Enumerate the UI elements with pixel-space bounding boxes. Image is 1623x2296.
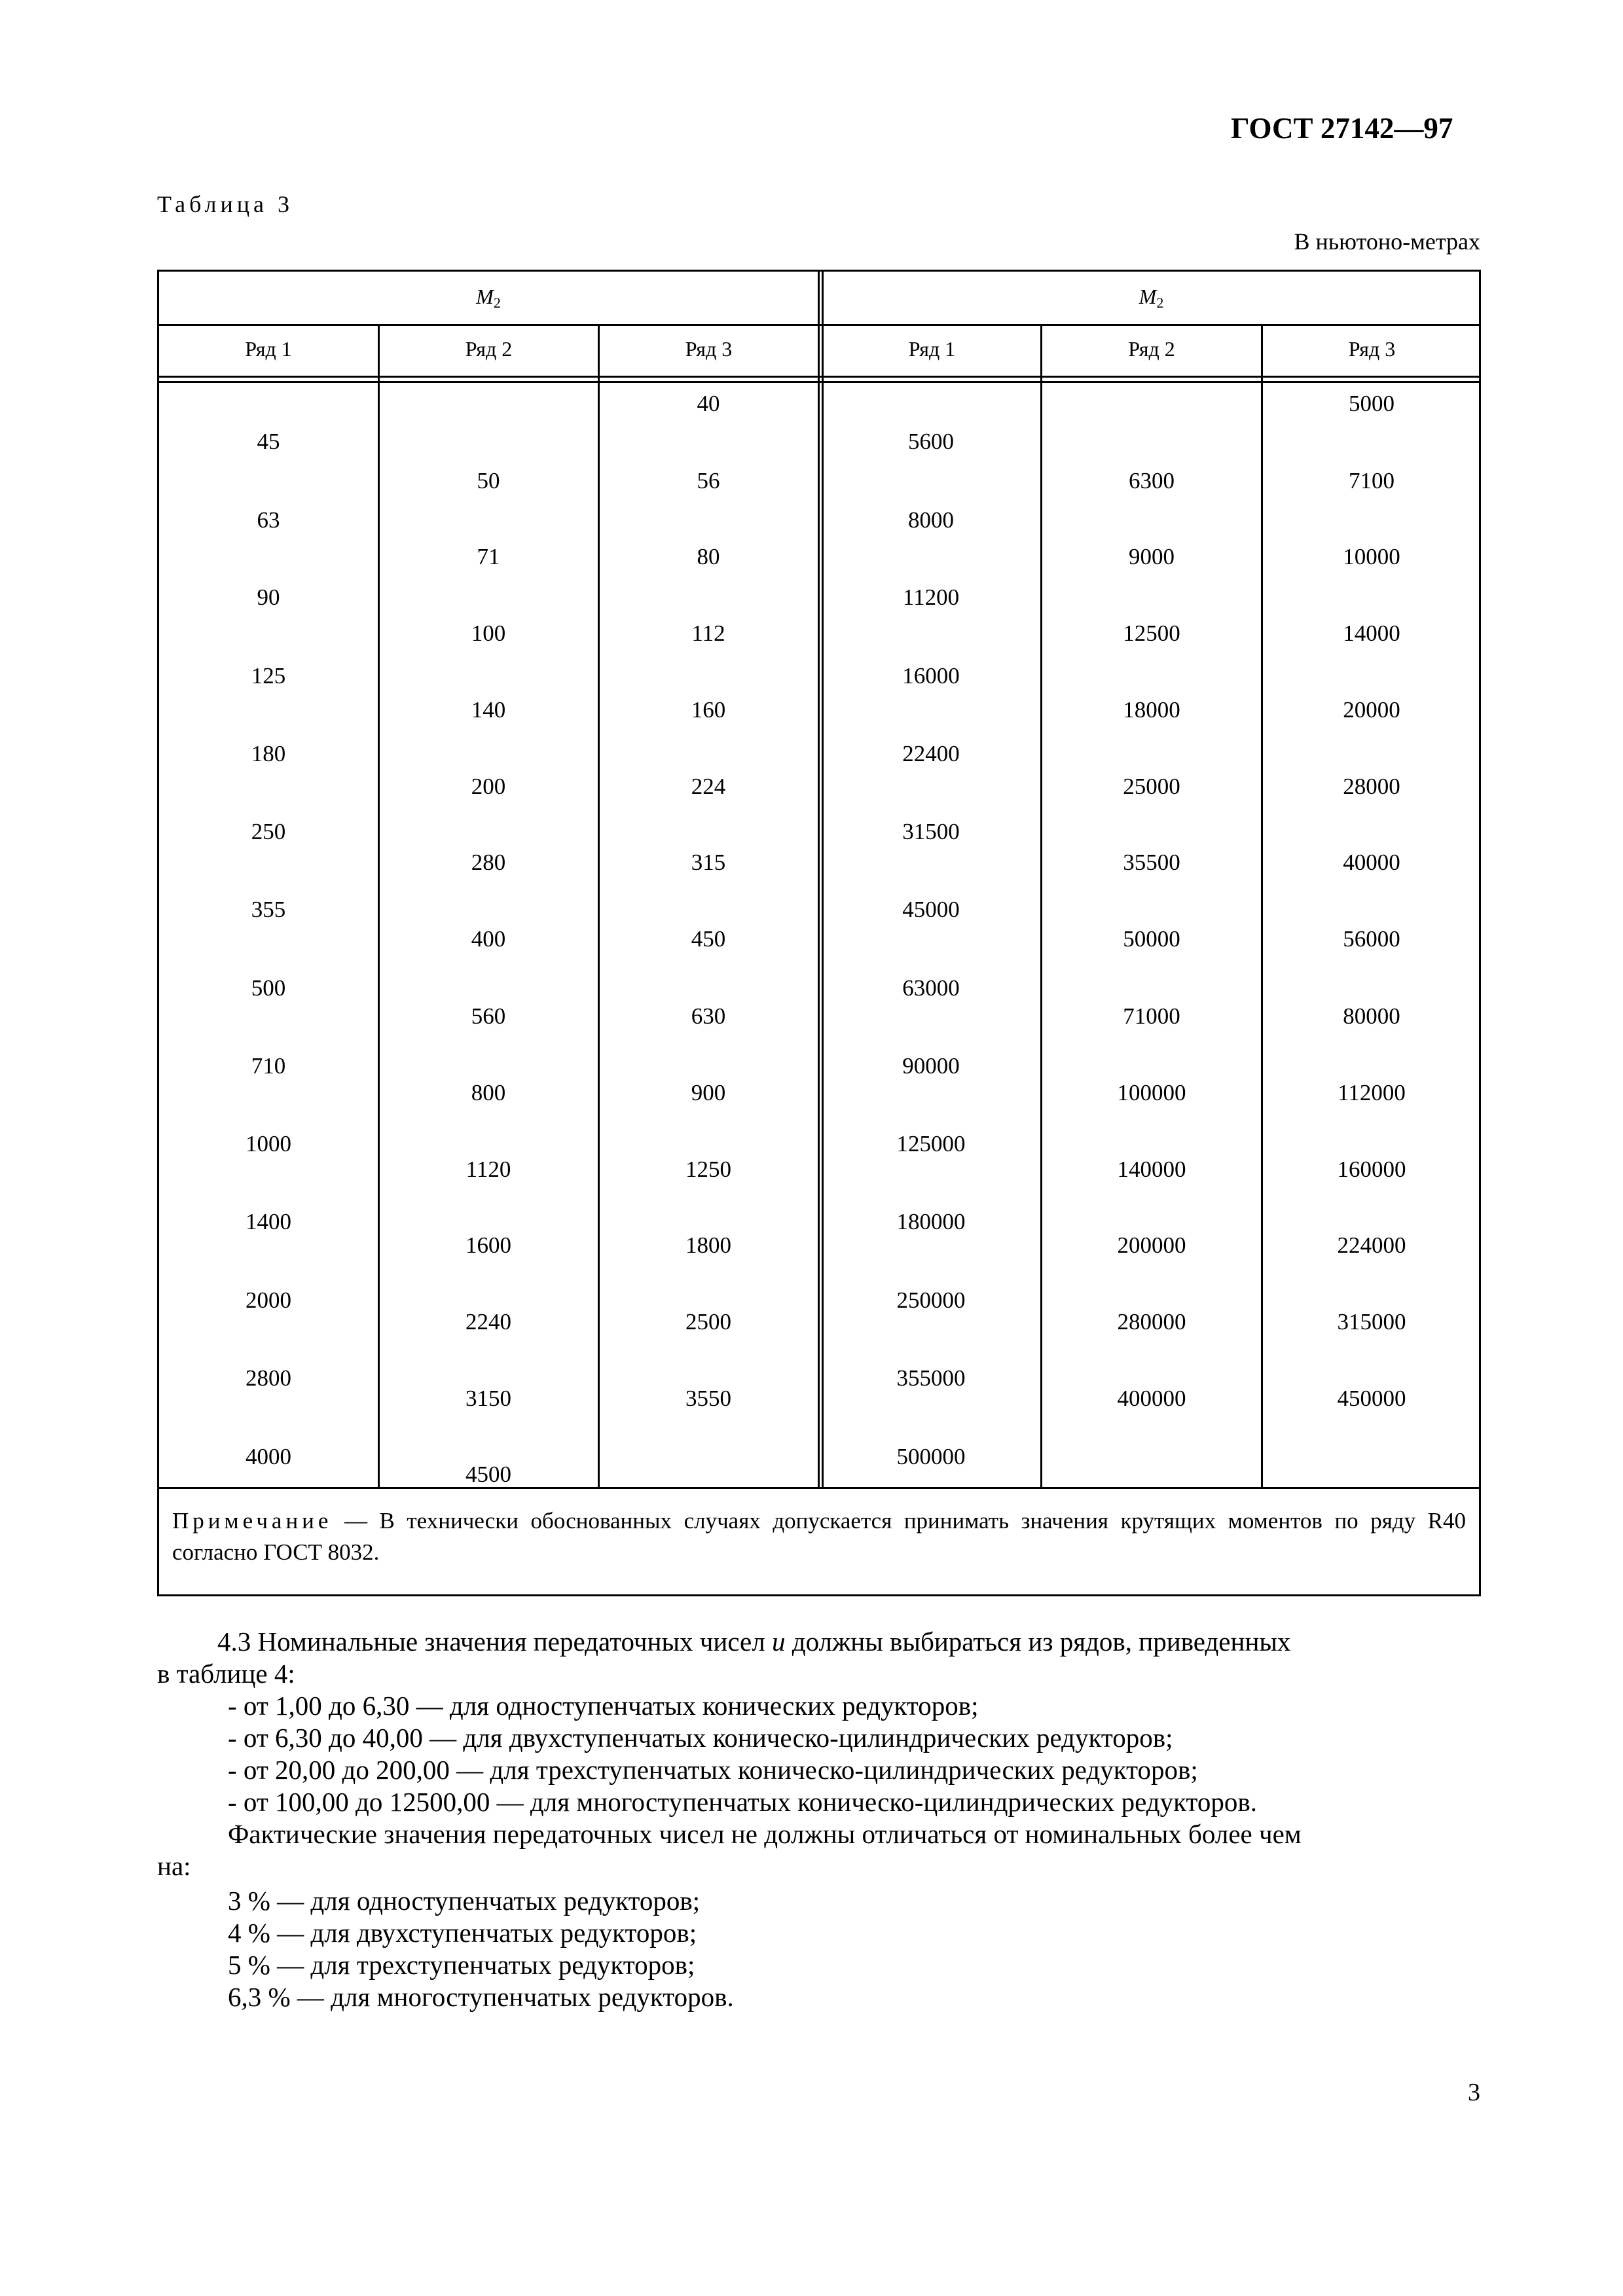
paragraph-actual-values: Фактические значения передаточных чисел не должны отличаться от номинальных более чем [228, 1819, 1302, 1849]
table-cell: 2800 [246, 1365, 291, 1391]
torque-table [157, 270, 1481, 1596]
table-cell: 2240 [465, 1309, 511, 1335]
paragraph-actual-values-continuation: на: [157, 1851, 191, 1881]
table-cell: 355000 [896, 1365, 966, 1391]
table-divider-main [818, 272, 820, 1487]
table-cell: 5000 [1349, 391, 1395, 416]
row-header: Ряд 2 [465, 337, 513, 361]
table-divider [1040, 324, 1042, 1487]
table-cell: 630 [691, 1003, 726, 1029]
tolerance-item: 5 % — для трехступенчатых редукторов; [228, 1950, 695, 1980]
table-cell: 11200 [902, 584, 960, 610]
ratio-variable: u [771, 1626, 786, 1657]
table-cell: 40 [697, 391, 720, 416]
table-cell: 9000 [1129, 544, 1175, 569]
table-cell: 250 [251, 819, 286, 844]
table-rule [159, 1487, 1479, 1489]
table-cell: 50 [477, 468, 500, 493]
table-cell: 125 [251, 663, 286, 689]
table-cell: 125000 [896, 1131, 966, 1157]
table-cell: 315000 [1337, 1309, 1406, 1335]
table-cell: 25000 [1123, 774, 1180, 799]
table-cell: 3150 [465, 1386, 511, 1411]
table-cell: 63 [257, 507, 280, 533]
table-cell: 45 [257, 429, 280, 454]
table-cell: 10000 [1343, 544, 1400, 569]
table-cell: 50000 [1123, 926, 1180, 952]
table-note [172, 1505, 1466, 1568]
table-cell: 56000 [1343, 926, 1400, 952]
table-cell: 315 [691, 850, 726, 875]
table-cell: 35500 [1123, 850, 1180, 875]
table-cell: 140 [471, 697, 506, 723]
row-header: Ряд 1 [245, 337, 292, 361]
table-cell: 560 [471, 1003, 506, 1029]
table-cell: 1800 [685, 1232, 731, 1258]
table-cell: 900 [691, 1080, 726, 1105]
table-cell: 7100 [1349, 468, 1395, 493]
table-cell: 400 [471, 926, 506, 952]
table-cell: 400000 [1117, 1386, 1186, 1411]
table-cell: 250000 [896, 1287, 966, 1313]
tolerance-item: 4 % — для двухступенчатых редукторов; [228, 1918, 697, 1948]
table-cell: 2000 [246, 1287, 291, 1313]
table-cell: 18000 [1123, 697, 1180, 723]
table-cell: 71000 [1123, 1003, 1180, 1029]
table-cell: 40000 [1343, 850, 1400, 875]
table-cell: 100 [471, 620, 506, 646]
table-cell: 4500 [465, 1462, 511, 1487]
group-header-left [159, 285, 818, 312]
paragraph-4-3-continuation: в таблице 4: [157, 1659, 295, 1689]
table-units: В ньютоно-метрах [1294, 228, 1480, 255]
row-header: Ряд 3 [685, 337, 733, 361]
group-subscript: 2 [493, 295, 501, 311]
table-cell: 500 [251, 975, 286, 1001]
paragraph-4-3-start: 4.3 Номинальные значения передаточных чисел [217, 1626, 772, 1657]
table-cell: 200 [471, 774, 506, 799]
table-cell: 16000 [902, 663, 960, 689]
table-cell: 80 [697, 544, 720, 569]
table-cell: 112000 [1338, 1080, 1406, 1105]
table-cell: 22400 [902, 741, 960, 766]
tolerance-item: 6,3 % — для многоступенчатых редукторов. [228, 1982, 734, 2012]
group-symbol: M [1139, 285, 1157, 308]
range-item: - от 100,00 до 12500,00 — для многоступенчатых коническо-цилиндрических редукторов. [228, 1787, 1257, 1817]
table-cell: 90000 [902, 1053, 960, 1079]
paragraph-4-3-end: должны выбираться из рядов, приведенных [785, 1626, 1291, 1657]
table-cell: 280000 [1117, 1309, 1186, 1335]
table-caption: Таблица 3 [157, 191, 293, 217]
table-cell: 3550 [685, 1386, 731, 1411]
table-cell: 1600 [465, 1232, 511, 1258]
table-cell: 1250 [685, 1157, 731, 1182]
tolerance-item: 3 % — для одноступенчатых редукторов; [228, 1886, 701, 1916]
table-cell: 100000 [1117, 1080, 1186, 1105]
table-cell: 224 [691, 774, 726, 799]
group-symbol: M [476, 285, 494, 308]
range-item: - от 6,30 до 40,00 — для двухступенчатых коническо-цилиндрических редукторов; [228, 1723, 1173, 1753]
table-cell: 450000 [1337, 1386, 1406, 1411]
table-cell: 14000 [1343, 620, 1400, 646]
table-cell: 90 [257, 584, 280, 610]
table-cell: 71 [477, 544, 500, 569]
table-cell: 224000 [1337, 1232, 1406, 1258]
table-cell: 12500 [1123, 620, 1180, 646]
table-cell: 500000 [896, 1444, 966, 1469]
row-header: Ряд 2 [1128, 337, 1175, 361]
table-divider [1261, 324, 1263, 1487]
table-cell: 140000 [1117, 1157, 1186, 1182]
table-cell: 5600 [908, 429, 954, 454]
table-cell: 8000 [908, 507, 954, 533]
document-code: ГОСТ 27142—97 [1231, 112, 1453, 145]
row-header: Ряд 1 [908, 337, 956, 361]
group-subscript: 2 [1156, 295, 1164, 311]
table-cell: 160 [691, 697, 726, 723]
table-cell: 56 [697, 468, 720, 493]
table-cell: 4000 [246, 1444, 291, 1469]
table-cell: 31500 [902, 819, 960, 844]
table-divider [378, 324, 380, 1487]
page-number: 3 [1468, 2079, 1480, 2106]
range-item: - от 20,00 до 200,00 — для трехступенчатых коническо-цилиндрических редукторов; [228, 1755, 1198, 1785]
table-cell: 63000 [902, 975, 960, 1001]
row-header: Ряд 3 [1348, 337, 1396, 361]
table-cell: 450 [691, 926, 726, 952]
group-header-right [822, 285, 1481, 312]
table-cell: 1400 [246, 1209, 291, 1234]
table-cell: 20000 [1343, 697, 1400, 723]
table-cell: 160000 [1337, 1157, 1406, 1182]
table-divider [598, 324, 600, 1487]
table-cell: 2500 [685, 1309, 731, 1335]
table-divider-main [822, 272, 824, 1487]
table-cell: 1000 [246, 1131, 291, 1157]
table-cell: 800 [471, 1080, 506, 1105]
note-text: — В технически обоснованных случаях допускается принимать значения крутящих моментов по ряду R40 согласно ГОСТ 8032. [172, 1508, 1466, 1565]
table-cell: 28000 [1343, 774, 1400, 799]
table-cell: 6300 [1129, 468, 1175, 493]
range-item: - от 1,00 до 6,30 — для одноступенчатых конических редукторов; [228, 1691, 979, 1721]
table-cell: 280 [471, 850, 506, 875]
paragraph-4-3 [217, 1626, 1481, 1658]
table-cell: 1120 [465, 1157, 511, 1182]
table-cell: 45000 [902, 897, 960, 922]
table-cell: 180000 [896, 1209, 966, 1234]
table-cell: 180 [251, 741, 286, 766]
table-cell: 710 [251, 1053, 286, 1079]
table-cell: 112 [691, 620, 725, 646]
table-cell: 200000 [1117, 1232, 1186, 1258]
table-cell: 80000 [1343, 1003, 1400, 1029]
note-label: Примечание [172, 1508, 333, 1534]
table-cell: 355 [251, 897, 286, 922]
